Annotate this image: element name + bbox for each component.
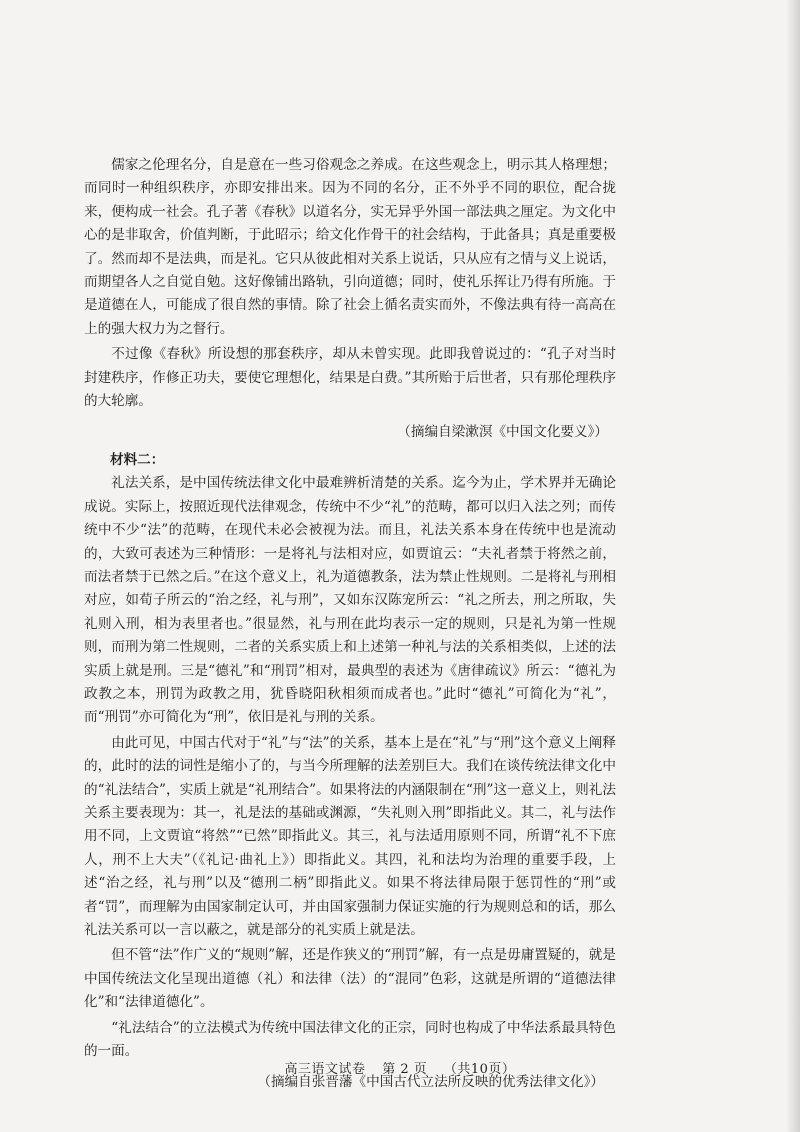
passage2-paragraph-2: 由此可见，中国古代对于“礼”与“法”的关系，基本上是在“礼”与“刑”这个意义上阐释的，此时的法的词性是缩小了的，与当今所理解的法差别巨大。我们在谈传统法律文化中的“礼法结合”，实质上就是“礼刑结合”。如果将法的内涵限制在“刑”这一意义上，则礼法关系主要表现为：其一，礼是法的基础或渊源，“失礼则入刑”即指此义。其二，礼与法作用不同，上文贾谊“将然”“已然”即指此义。其三，礼与法适用原则不同，所谓“礼不下庶人，刑不上大夫”（《礼记·曲礼上》）即指此义。其四，礼和法均为治理的重要手段，上述“治之经，礼与刑”以及“德刑二柄”即指此义。如果不将法律局限于惩罚性的“刑”或者“罚”，而理解为由国家制定认可，并由国家强制力保证实施的行为规则总和的话，那么礼法关系可以一言以蔽之，就是部分的礼实质上就是法。 xyxy=(84,734,616,938)
passage1-paragraph-2: 不过像《春秋》所设想的那套秩序，却从未曾实现。此即我曾说过的：“孔子对当时封建秩序，作修正功夫，要使它理想化，结果是白费。”其所贻于后世者，只有那伦理秩序的大轮廓。 xyxy=(84,346,616,410)
passage2-heading: 材料二： xyxy=(110,451,165,468)
scan-edge-shadow xyxy=(786,0,800,1132)
footer-total-pages: （共10页） xyxy=(443,1062,516,1077)
passage2-paragraph-4: “礼法结合”的立法模式为传统中国法律文化的正宗，同时也构成了中华法系最具特色的一面。 xyxy=(84,1019,616,1060)
passage2-paragraph-3: 但不管“法”作广义的“规则”解，还是作狭义的“刑罚”解，有一点是毋庸置疑的，就是中国传统法文化呈现出道德（礼）和法律（法）的“混同”色彩，这就是所谓的“道德法律化”和“法律道德化”。 xyxy=(84,947,616,1011)
page-content xyxy=(84,154,616,1095)
footer-page-number: 第 2 页 xyxy=(382,1062,428,1077)
passage1-paragraph-1: 儒家之伦理名分，自是意在一些习俗观念之养成。在这些观念上，明示其人格理想；而同时一种组织秩序，亦即安排出来。因为不同的名分，正不外乎不同的职位，配合拢来，便构成一社会。孔子著《春秋》以道名分，实无异乎外国一部法典之厘定。为文化中心的是非取舍，价值判断，于此昭示；给文化作骨干的社会结构，于此备具；真是重要极了。然而却不是法典，而是礼。它只从彼此相对关系上说话，只从应有之情与义上说话，而期望各人之自觉自勉。这好像铺出路轨，引向道德；同时，使礼乐挥让乃得有所施。于是道德在人，可能成了很自然的事情。除了社会上循名责实而外，不像法典有待一高高在上的强大权力为之督行。 xyxy=(84,157,616,337)
passage2-citation: （摘编自张晋藩《中国古代立法所反映的优秀法律文化》） xyxy=(257,1074,604,1091)
passage1-citation: （摘编自梁漱溟《中国文化要义》） xyxy=(397,424,608,441)
footer-subject: 高三语文试卷 xyxy=(284,1062,366,1077)
page-footer xyxy=(0,1058,800,1077)
passage2-paragraph-1: 礼法关系，是中国传统法律文化中最难辨析清楚的关系。迄今为止，学术界并无确论成说。实际上，按照近现代法律观念，传统中不少“礼”的范畴，都可以归入法之列；而传统中不少“法”的范畴，在现代未必会被视为法。而且，礼法关系本身在传统中也是流动的，大致可表述为三种情形：一是将礼与法相对应，如贾谊云：“夫礼者禁于将然之前，而法者禁于已然之后。”在这个意义上，礼为道德教条，法为禁止性规则。二是将礼与刑相对应，如荀子所云的“治之经，礼与刑”，又如东汉陈宠所云：“礼之所去，刑之所取，失礼则入刑，相为表里者也。”很显然，礼与刑在此均表示一定的规则，只是礼为第一性规则，而刑为第二性规则，二者的关系实质上和上述第一种礼与法的关系相类似，上述的法实质上就是刑。三是“德礼”和“刑罚”相对，最典型的表述为《唐律疏议》所云：“德礼为政教之本，刑罚为政教之用，犹昏晓阳秋相须而成者也。”此时“德礼”可简化为“礼”，而“刑罚”亦可简化为“刑”，依旧是礼与刑的关系。 xyxy=(84,475,616,726)
